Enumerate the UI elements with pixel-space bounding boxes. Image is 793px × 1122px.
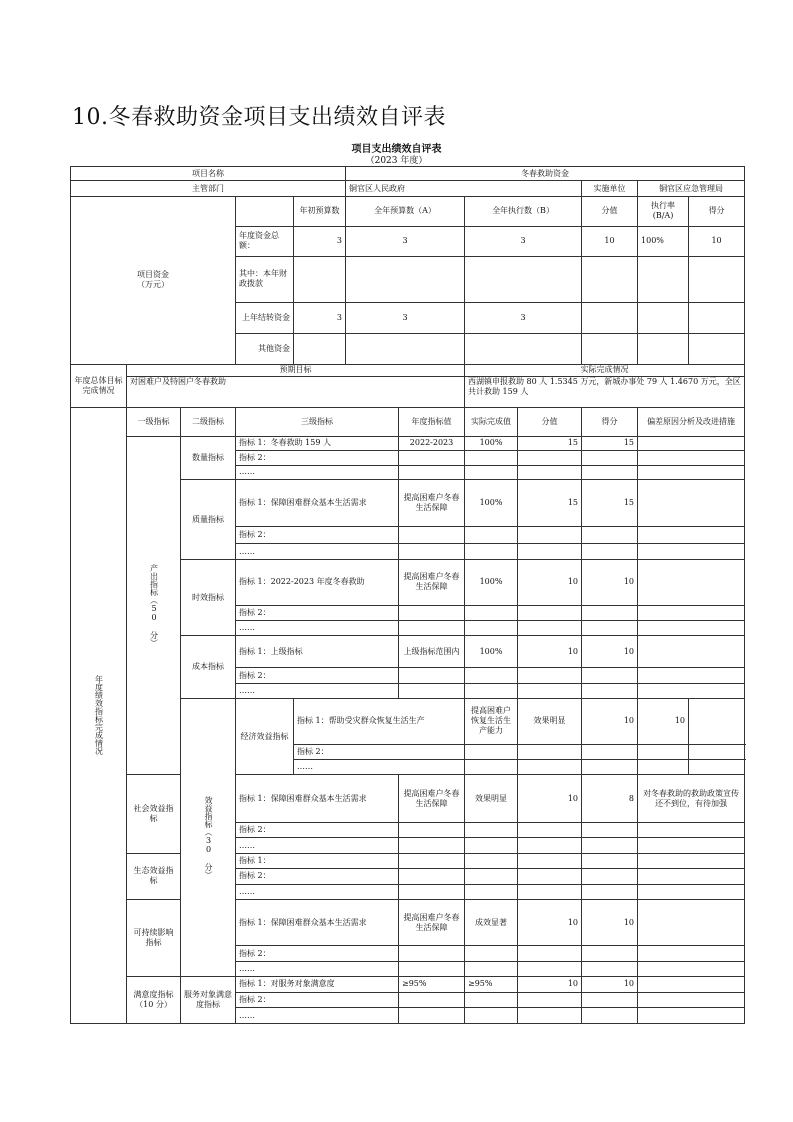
indicator-target: [399, 838, 465, 853]
indicator-actual: 100%: [465, 560, 518, 605]
indicator-name: 指标 1：上级指标: [236, 636, 399, 668]
indicator-target: [465, 744, 518, 759]
expected-goal-label: 预期目标: [127, 364, 465, 376]
indicator-name: 指标 2：: [236, 451, 399, 465]
funds-label: 项目资金 （万元）: [71, 196, 236, 364]
indicator-score: 10: [518, 900, 582, 946]
indicator-got: [582, 946, 638, 961]
indicator-target: 提高困难户冬春生活保障: [399, 479, 465, 526]
indicator-reason: [638, 977, 745, 992]
indicator-score: [518, 621, 582, 636]
indicator-name: ……: [236, 1008, 399, 1024]
indicator-got: [582, 668, 638, 683]
funds-score: [582, 333, 638, 364]
indicator-reason: [638, 822, 745, 837]
indicator-score: [518, 451, 582, 465]
indicator-got: [582, 683, 638, 698]
indicator-target: [399, 869, 465, 884]
table-row: [71, 436, 745, 450]
indicator-reason: [638, 838, 745, 853]
indicator-reason: [638, 527, 745, 543]
table-row: [71, 977, 745, 992]
indicator-name: 指标 1：保障困难群众基本生活需求: [236, 900, 399, 946]
indicator-score: [518, 605, 582, 620]
indicator-name: 指标 2：: [236, 869, 399, 884]
indicator-got: [582, 543, 638, 559]
indicator-target: ≥95%: [399, 977, 465, 992]
indicator-score: 10: [518, 775, 582, 822]
indicator-reason: 对冬春救助的救助政策宣传还不到位，有待加强: [638, 775, 745, 822]
indicator-reason: [638, 900, 745, 946]
indicator-reason: [638, 636, 745, 668]
indicator-target: [465, 760, 518, 775]
actual-label: 实际完成情况: [465, 364, 745, 376]
indicator-actual: 成效显著: [465, 900, 518, 946]
indicator-target: [399, 683, 465, 698]
group-service: 服务对象满意度指标: [181, 977, 236, 1024]
table-year: （2023 年度）: [365, 156, 428, 166]
group-quality: 质量指标: [181, 479, 236, 559]
indicator-got: 15: [582, 479, 638, 526]
indicator-got: 10: [582, 900, 638, 946]
indicator-name: ……: [236, 884, 399, 899]
indicator-actual: ≥95%: [465, 977, 518, 992]
funds-executed: 3: [465, 226, 582, 256]
indicator-got: [638, 744, 689, 759]
indicator-name: 指标 2：: [236, 527, 399, 543]
indicator-reason: [638, 946, 745, 961]
indicator-score: 15: [518, 479, 582, 526]
indicator-actual: 100%: [465, 636, 518, 668]
funds-col-got: 得分: [689, 196, 745, 226]
indicator-actual: [465, 451, 518, 465]
indicator-got: 8: [582, 775, 638, 822]
indicator-actual: [465, 822, 518, 837]
indicator-score: [518, 869, 582, 884]
indicator-score: [518, 527, 582, 543]
indicator-actual: [465, 853, 518, 868]
group-economic: 经济效益指标: [236, 699, 294, 775]
table-title: 项目支出绩效自评表: [351, 144, 442, 155]
indicator-name: 指标 2：: [236, 605, 399, 620]
funds-got: [689, 256, 745, 302]
indicator-actual: [465, 527, 518, 543]
indicator-score: [518, 822, 582, 837]
indicator-actual: 100%: [465, 436, 518, 450]
indicator-reason: [638, 869, 745, 884]
indicator-target: [399, 992, 465, 1007]
indicator-score: [518, 946, 582, 961]
funds-begin: 3: [294, 302, 346, 333]
indicator-target: [399, 853, 465, 868]
funds-budget: [346, 333, 465, 364]
indicator-got: [582, 853, 638, 868]
indicator-target: [399, 451, 465, 465]
indicator-target: [399, 621, 465, 636]
indicator-score: 10: [582, 699, 638, 744]
indicator-got: [582, 1008, 638, 1024]
indicator-score: [518, 1008, 582, 1024]
indicator-actual: [465, 605, 518, 620]
funds-row-label: 其中：本年财政拨款: [236, 256, 294, 302]
indicator-reason: [638, 992, 745, 1007]
indicator-name: 指标 1：保障困难群众基本生活需求: [236, 479, 399, 526]
funds-row-label: 上年结转资金: [236, 302, 294, 333]
group-timeliness: 时效指标: [181, 560, 236, 636]
indicator-name: ……: [236, 621, 399, 636]
evaluation-table: [70, 166, 745, 1024]
indicator-name: ……: [294, 760, 465, 775]
indicator-got: [582, 451, 638, 465]
indicator-reason: [638, 543, 745, 559]
table-row: [71, 775, 745, 822]
indicator-got: 10: [582, 636, 638, 668]
indicator-reason: [638, 605, 745, 620]
indicator-name: ……: [236, 543, 399, 559]
indicator-actual: [465, 946, 518, 961]
indicator-actual: 效果明显: [465, 775, 518, 822]
indicator-target: [399, 543, 465, 559]
project-name-row: [71, 167, 745, 181]
indicator-score: [518, 683, 582, 698]
indicator-actual: [465, 869, 518, 884]
indicator-got: 10: [638, 699, 689, 744]
indicator-target: 提高困难户冬春生活保障: [399, 775, 465, 822]
funds-budget: 3: [346, 302, 465, 333]
indicator-target: [399, 961, 465, 976]
indicator-got: [582, 869, 638, 884]
funds-got: 10: [689, 226, 745, 256]
funds-got: [689, 302, 745, 333]
funds-begin: [294, 333, 346, 364]
funds-executed: [465, 256, 582, 302]
indicator-actual: [465, 884, 518, 899]
level1-output: 产出指标（50 分）: [149, 564, 159, 648]
funds-budget: 3: [346, 226, 465, 256]
group-social: 社会效益指标: [127, 775, 181, 853]
indicator-reason: [638, 451, 745, 465]
project-name-value: 冬春救助资金: [346, 167, 745, 181]
indicator-target: [399, 946, 465, 961]
indicator-name: 指标 2：: [236, 946, 399, 961]
indicator-actual: [465, 683, 518, 698]
col-lv1: 一级指标: [127, 407, 181, 436]
funds-header-row: [71, 196, 745, 226]
indicator-actual: [465, 465, 518, 479]
indicator-score: [518, 543, 582, 559]
goals-row: [71, 377, 745, 408]
actual-value: 西湖镇申报救助 80 人 1.5345 万元，新城办事处 79 人 1.4670 万元，全区共计救助 159 人: [465, 377, 745, 408]
indicator-name: ……: [236, 961, 399, 976]
indicator-name: 指标 1：2022-2023 年度冬春救助: [236, 560, 399, 605]
indicator-actual: [465, 668, 518, 683]
indicator-reason: [638, 683, 745, 698]
funds-rate: [638, 256, 689, 302]
indicator-score: [582, 744, 638, 759]
col-lv3: 三级指标: [236, 407, 399, 436]
col-got: 得分: [582, 407, 638, 436]
table-row: [71, 900, 745, 946]
indicator-name: ……: [236, 683, 399, 698]
funds-rate: [638, 302, 689, 333]
indicator-name: 指标 1：: [236, 853, 399, 868]
indicator-score: [518, 465, 582, 479]
indicator-score: [518, 884, 582, 899]
indicator-actual: [465, 992, 518, 1007]
indicator-target: [399, 1008, 465, 1024]
indicator-got: [582, 884, 638, 899]
group-ecological: 生态效益指标: [127, 853, 181, 899]
implementer-value: 铜官区应急管理局: [638, 181, 745, 196]
indicator-score: [518, 961, 582, 976]
group-quantity: 数量指标: [181, 436, 236, 479]
indicator-reason: [638, 961, 745, 976]
indicator-got: 10: [582, 560, 638, 605]
funds-row-label: 其他资金: [236, 333, 294, 364]
indicator-target: [399, 822, 465, 837]
indicator-target: 提高困难户恢复生活生产能力: [465, 699, 518, 744]
indicator-reason: [689, 699, 745, 744]
indicator-got: [582, 822, 638, 837]
indicator-name: 指标 2：: [236, 668, 399, 683]
indicator-actual: [465, 838, 518, 853]
indicator-got: 15: [582, 436, 638, 450]
col-score: 分值: [518, 407, 582, 436]
indicator-target: [399, 465, 465, 479]
indicator-score: [518, 992, 582, 1007]
group-sustainable: 可持续影响指标: [127, 900, 181, 977]
indicator-reason: [638, 436, 745, 450]
group-cost: 成本指标: [181, 636, 236, 699]
indicator-got: [582, 961, 638, 976]
expected-goal-value: 对困难户及特困户冬春救助: [127, 377, 465, 408]
indicator-target: [399, 668, 465, 683]
indicator-score: 10: [518, 560, 582, 605]
level1-benefit: 效益指标（30 分）: [204, 796, 213, 880]
indicator-score: [518, 853, 582, 868]
indicator-reason: [638, 884, 745, 899]
indicator-name: ……: [236, 465, 399, 479]
funds-row-label: 年度资金总额：: [236, 226, 294, 256]
indicator-actual: [518, 760, 582, 775]
indicator-reason: [638, 479, 745, 526]
indicator-reason: [689, 760, 745, 775]
indicator-reason: [638, 853, 745, 868]
funds-begin: 3: [294, 226, 346, 256]
annual-goal-label: 年度总体目标完成情况: [71, 364, 127, 407]
indicator-name: 指标 1：对服务对象满意度: [236, 977, 399, 992]
indicator-actual: [465, 961, 518, 976]
funds-rate: 100%: [638, 226, 689, 256]
indicator-got: [582, 992, 638, 1007]
funds-budget: [346, 256, 465, 302]
indicator-name: 指标 2：: [294, 744, 465, 759]
funds-begin: [294, 256, 346, 302]
level1-satisfaction: 满意度指标（10 分）: [127, 977, 181, 1024]
funds-score: [582, 256, 638, 302]
indicator-got: [582, 838, 638, 853]
indicator-target: [399, 527, 465, 543]
indicator-target: 上级指标范围内: [399, 636, 465, 668]
funds-col-budget: 全年预算数（A）: [346, 196, 465, 226]
indicator-actual: [465, 543, 518, 559]
col-actual: 实际完成值: [465, 407, 518, 436]
indicator-target: 2022-2023: [399, 436, 465, 450]
indicator-target: [399, 605, 465, 620]
perf-label: 年度绩效指标完成情况: [94, 675, 104, 756]
funds-col-begin: 年初预算数: [294, 196, 346, 226]
col-lv2: 二级指标: [181, 407, 236, 436]
indicator-target: 提高困难户冬春生活保障: [399, 560, 465, 605]
indicator-score: [518, 668, 582, 683]
funds-rate: [638, 333, 689, 364]
indicator-score: 10: [518, 977, 582, 992]
indicator-target: 提高困难户冬春生活保障: [399, 900, 465, 946]
indicator-reason: [689, 744, 745, 759]
supervisor-value: 铜官区人民政府: [346, 181, 582, 196]
indicator-got: [582, 621, 638, 636]
table-row: [71, 853, 745, 868]
funds-score: [582, 302, 638, 333]
indicator-actual: 效果明显: [518, 699, 582, 744]
indicator-target: [399, 884, 465, 899]
indicator-got: 10: [582, 977, 638, 992]
indicator-name: 指标 2：: [236, 992, 399, 1007]
indicator-name: 指标 1：冬春救助 159 人: [236, 436, 399, 450]
supervisor-label: 主管部门: [71, 181, 346, 196]
col-target: 年度指标值: [399, 407, 465, 436]
goals-header-row: [71, 364, 745, 376]
indicator-name: 指标 1：保障困难群众基本生活需求: [236, 775, 399, 822]
indicator-actual: 100%: [465, 479, 518, 526]
indicator-got: [638, 760, 689, 775]
indicator-score: [518, 838, 582, 853]
col-reason: 偏差原因分析及改进措施: [638, 407, 745, 436]
indicator-reason: [638, 668, 745, 683]
funds-col-rate: 执行率(B/A): [638, 196, 689, 226]
indicator-header-row: [71, 407, 745, 436]
funds-col-executed: 全年执行数（B）: [465, 196, 582, 226]
indicator-actual: [465, 1008, 518, 1024]
indicator-reason: [638, 1008, 745, 1024]
indicator-score: [582, 760, 638, 775]
indicator-got: [582, 465, 638, 479]
indicator-name: ……: [236, 838, 399, 853]
indicator-score: 15: [518, 436, 582, 450]
indicator-actual: [465, 621, 518, 636]
implementer-label: 实施单位: [582, 181, 638, 196]
funds-col-score: 分值: [582, 196, 638, 226]
indicator-actual: [518, 744, 582, 759]
indicator-got: [582, 605, 638, 620]
indicator-got: [582, 527, 638, 543]
funds-score: 10: [582, 226, 638, 256]
funds-got: [689, 333, 745, 364]
funds-executed: 3: [465, 302, 582, 333]
indicator-score: 10: [518, 636, 582, 668]
indicator-reason: [638, 465, 745, 479]
project-name-label: 项目名称: [71, 167, 346, 181]
indicator-reason: [638, 560, 745, 605]
page-title: 10.冬春救助资金项目支出绩效自评表: [72, 105, 446, 130]
indicator-reason: [638, 621, 745, 636]
supervisor-row: [71, 181, 745, 196]
indicator-name: 指标 1：帮助受灾群众恢复生活生产: [294, 699, 465, 744]
funds-executed: [465, 333, 582, 364]
indicator-name: 指标 2：: [236, 822, 399, 837]
